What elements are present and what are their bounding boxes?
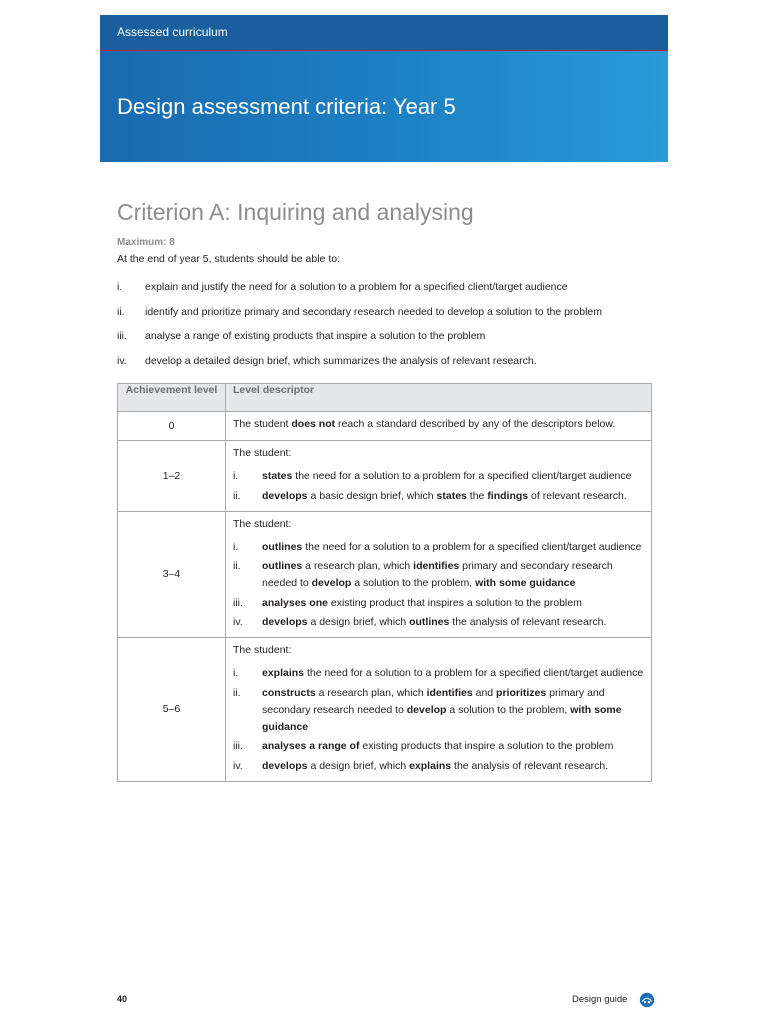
achievement-level-cell: 5–6 bbox=[118, 638, 226, 782]
level-descriptor-cell bbox=[226, 441, 652, 512]
descriptor-text: the need for a solution to a problem for a specified client/target audience bbox=[292, 470, 632, 482]
level-descriptor-cell bbox=[226, 638, 652, 782]
bold-term: states bbox=[262, 470, 293, 482]
objectives-intro: At the end of year 5, students should be able to: bbox=[117, 253, 340, 265]
objective-number: iii. bbox=[117, 330, 127, 342]
descriptor-number: ii. bbox=[233, 489, 241, 502]
descriptor-text bbox=[262, 738, 613, 755]
descriptor-intro: The student: bbox=[233, 644, 292, 656]
objective-text: identify and prioritize primary and secondary research needed to develop a solution to the problem bbox=[145, 305, 603, 318]
descriptor-item bbox=[233, 488, 644, 505]
descriptor-item bbox=[233, 685, 644, 736]
descriptor-item bbox=[233, 595, 644, 612]
descriptor-text bbox=[262, 685, 644, 736]
objective-text: develop a detailed design brief, which summarizes the analysis of relevant research. bbox=[145, 354, 537, 367]
objective-item bbox=[117, 330, 657, 355]
table-row bbox=[118, 638, 652, 782]
descriptor-text bbox=[262, 595, 582, 612]
descriptor-item bbox=[233, 539, 644, 556]
criteria-table-body bbox=[118, 412, 652, 782]
bold-term: analyses a range of bbox=[262, 740, 360, 752]
descriptor-text: the analysis of relevant research. bbox=[451, 759, 609, 772]
descriptor-text bbox=[262, 558, 644, 592]
descriptor-text: existing products that inspire a solution to the problem bbox=[359, 740, 614, 752]
descriptor-text bbox=[262, 665, 643, 682]
maximum-score: Maximum: 8 bbox=[117, 237, 175, 248]
objective-number: ii. bbox=[117, 305, 125, 318]
table-row bbox=[118, 511, 652, 638]
descriptor-text: reach a standard described by any of the descriptors below. bbox=[335, 418, 616, 430]
page-title: Design assessment criteria: Year 5 bbox=[117, 94, 456, 119]
descriptor-number: ii. bbox=[233, 686, 241, 699]
level-descriptor-cell bbox=[226, 511, 652, 638]
bold-term: develops bbox=[262, 489, 308, 502]
bold-term: findings bbox=[487, 489, 529, 502]
descriptor-item bbox=[233, 665, 644, 682]
descriptor-text: a research plan, which bbox=[302, 560, 414, 572]
descriptor-number: i. bbox=[233, 540, 239, 553]
descriptor-text: a design brief, which bbox=[307, 759, 410, 772]
descriptor-text bbox=[262, 758, 608, 775]
descriptor-text: a basic design brief, which bbox=[307, 489, 437, 502]
bold-term: develop bbox=[311, 577, 352, 589]
bold-term: with some guidance bbox=[262, 703, 622, 733]
criterion-title: Criterion A: Inquiring and analysing bbox=[117, 199, 474, 225]
objective-text: explain and justify the need for a solution to a problem for a specified client/target audience bbox=[145, 281, 568, 293]
bold-term: develops bbox=[262, 759, 308, 772]
banner-top-strip bbox=[100, 15, 668, 51]
header-banner bbox=[100, 15, 668, 162]
descriptor-text: and bbox=[472, 686, 497, 699]
descriptor-text bbox=[262, 488, 627, 505]
achievement-level-cell: 1–2 bbox=[118, 441, 226, 512]
descriptor-text: primary and secondary research needed to bbox=[262, 686, 605, 716]
objective-text: analyse a range of existing products that inspire a solution to the problem bbox=[145, 330, 486, 342]
bold-term: states bbox=[436, 489, 467, 502]
descriptor-number: i. bbox=[233, 470, 239, 482]
bold-term: analyses one bbox=[262, 596, 328, 609]
descriptor-item bbox=[233, 614, 644, 631]
objective-item bbox=[117, 306, 657, 331]
descriptor-item bbox=[233, 558, 644, 592]
descriptor-text: of relevant research. bbox=[528, 489, 627, 502]
header-level-descriptor: Level descriptor bbox=[226, 384, 652, 412]
descriptor-text: the bbox=[466, 489, 488, 502]
bold-term: explains bbox=[262, 667, 305, 679]
achievement-level-cell: 3–4 bbox=[118, 511, 226, 638]
section-label: Assessed curriculum bbox=[117, 25, 228, 39]
descriptor-number: iv. bbox=[233, 616, 243, 628]
descriptor-number: i. bbox=[233, 667, 239, 679]
descriptor-text: primary and secondary research needed to bbox=[262, 560, 613, 589]
bold-term: develops bbox=[262, 616, 308, 628]
descriptor-item bbox=[233, 738, 644, 755]
descriptor-item bbox=[233, 758, 644, 775]
criteria-table bbox=[117, 383, 652, 782]
descriptor-text: existing product that inspires a solution to the problem bbox=[327, 596, 582, 609]
ib-logo-icon bbox=[639, 992, 655, 1008]
bold-term: with some guidance bbox=[475, 577, 576, 589]
descriptor-text: a solution to the problem, bbox=[351, 577, 476, 589]
bold-term: explains bbox=[409, 759, 452, 772]
descriptor-number: iii. bbox=[233, 740, 243, 752]
header-achievement-level: Achievement level bbox=[118, 384, 226, 412]
descriptor-text: a research plan, which bbox=[315, 686, 427, 699]
objective-item bbox=[117, 355, 657, 380]
bold-term: does not bbox=[291, 418, 336, 430]
page-number: 40 bbox=[117, 994, 128, 1004]
objective-item bbox=[117, 281, 657, 306]
bold-term: constructs bbox=[262, 686, 316, 699]
bold-term: identifies bbox=[413, 560, 460, 572]
descriptor-text bbox=[262, 614, 606, 631]
table-row bbox=[118, 441, 652, 512]
descriptor-number: iii. bbox=[233, 596, 243, 609]
descriptor-number: ii. bbox=[233, 560, 241, 572]
descriptor-text: a solution to the problem, bbox=[446, 703, 571, 716]
descriptor-intro: The student: bbox=[233, 447, 292, 459]
bold-term: prioritizes bbox=[496, 686, 547, 699]
table-header-row bbox=[118, 384, 652, 412]
descriptor-text: the need for a solution to a problem for a specified client/target audience bbox=[302, 540, 642, 553]
descriptor-text bbox=[262, 468, 632, 485]
descriptor-text: The student bbox=[233, 418, 292, 430]
objectives-list bbox=[117, 281, 657, 379]
bold-term: outlines bbox=[262, 560, 303, 572]
descriptor-text: the need for a solution to a problem for a specified client/target audience bbox=[304, 667, 644, 679]
descriptor-text bbox=[262, 539, 641, 556]
level-descriptor-cell bbox=[226, 412, 652, 441]
guide-name: Design guide bbox=[572, 994, 628, 1005]
descriptor-intro: The student: bbox=[233, 517, 292, 530]
descriptor-item bbox=[233, 468, 644, 485]
bold-term: outlines bbox=[409, 616, 450, 628]
bold-term: develop bbox=[406, 703, 447, 716]
descriptor-text: the analysis of relevant research. bbox=[449, 616, 607, 628]
achievement-level-cell: 0 bbox=[118, 412, 226, 441]
objective-number: iv. bbox=[117, 354, 127, 367]
descriptor-number: iv. bbox=[233, 759, 243, 772]
bold-term: identifies bbox=[426, 686, 473, 699]
descriptor-text: a design brief, which bbox=[307, 616, 410, 628]
table-row bbox=[118, 412, 652, 441]
bold-term: outlines bbox=[262, 540, 303, 553]
objective-number: i. bbox=[117, 281, 123, 293]
